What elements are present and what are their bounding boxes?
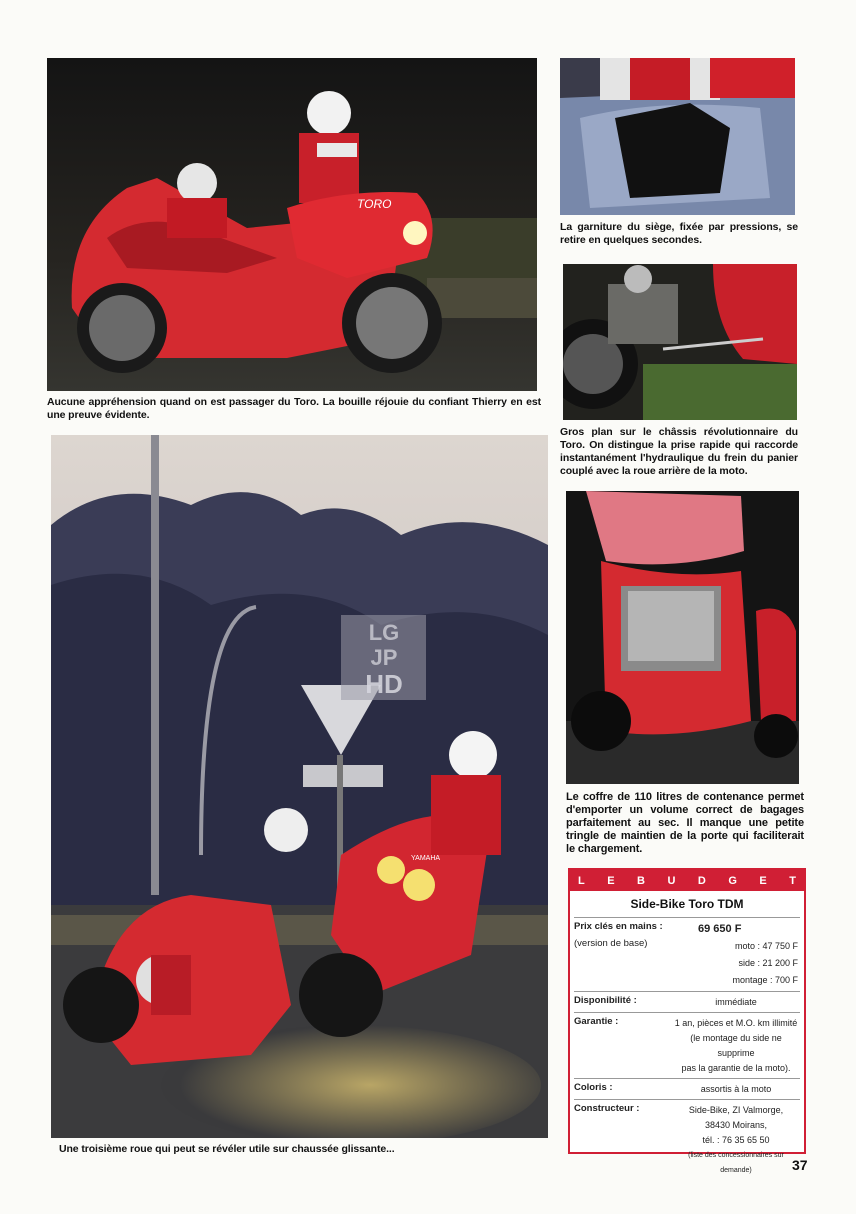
dispo-label: Disponibilité : xyxy=(574,995,637,1006)
watermark-line3: HD xyxy=(365,669,403,699)
price-sub: (version de base) xyxy=(574,938,648,949)
caption-cornering: Une troisième roue qui peut se révéler utile sur chaussée glissante... xyxy=(59,1143,395,1155)
budget-header-letter: B xyxy=(637,874,645,887)
budget-header-letter: E xyxy=(759,874,767,887)
coloris-value: assortis à la moto xyxy=(700,1084,772,1094)
caption-toro-passenger: Aucune appréhension quand on est passager du Toro. La bouille réjouie du confiant Thierry en est une preuve évidente. xyxy=(47,396,541,421)
watermark-line2: JP xyxy=(370,645,398,670)
budget-row-coloris xyxy=(574,1078,800,1099)
price-montage: montage : 700 F xyxy=(732,975,798,985)
yamaha-text: YAMAHA xyxy=(411,855,441,862)
constructeur-line: tél. : 76 35 65 50 xyxy=(702,1135,770,1145)
photo-toro-passenger xyxy=(47,58,537,391)
constructeur-label: Constructeur : xyxy=(574,1103,640,1114)
budget-header-letter: U xyxy=(667,874,676,887)
budget-header-letter: G xyxy=(728,874,737,887)
budget-header-letter: D xyxy=(697,874,706,887)
watermark-line1: LG xyxy=(368,620,400,645)
caption-trunk: Le coffre de 110 litres de contenance permet d'emporter un volume correct de bagages parfaitement au sec. Il manque une petite tringle de maintien de la porte qui faciliterait le chargement. xyxy=(566,791,804,855)
price-side: side : 21 200 F xyxy=(738,958,798,968)
price-label: Prix clés en mains : xyxy=(574,921,663,932)
garantie-line: 1 an, pièces et M.O. km illimité xyxy=(674,1018,798,1028)
page-number: 37 xyxy=(792,1157,808,1173)
caption-chassis: Gros plan sur le châssis révolutionnaire du Toro. On distingue la prise rapide qui raccorde instantanément l'hydraulique du frein du panier couplé avec la roue arrière de la moto. xyxy=(560,426,798,477)
constructeur-note: (liste des concessionnaires sur demande) xyxy=(688,1152,784,1174)
budget-row-price xyxy=(574,917,800,991)
budget-header-letter: E xyxy=(607,874,615,887)
photo-trunk xyxy=(566,491,799,784)
budget-header xyxy=(570,870,804,891)
garantie-label: Garantie : xyxy=(574,1016,619,1027)
budget-row-constructeur xyxy=(574,1099,800,1180)
garantie-line: pas la garantie de la moto). xyxy=(681,1063,791,1073)
toro-badge-text: TORO xyxy=(357,197,392,211)
budget-row-dispo xyxy=(574,991,800,1012)
photo-cornering xyxy=(51,435,548,1138)
coloris-label: Coloris : xyxy=(574,1082,613,1093)
constructeur-line: Side-Bike, ZI Valmorge, xyxy=(688,1105,784,1115)
budget-header-letter: T xyxy=(789,874,796,887)
budget-header-letter: L xyxy=(578,874,585,887)
caption-seat-cover: La garniture du siège, fixée par pressions, se retire en quelques secondes. xyxy=(560,221,798,246)
photo-seat-cover xyxy=(560,58,795,215)
budget-title: Side-Bike Toro TDM xyxy=(630,897,744,911)
garantie-line: (le montage du side ne supprime xyxy=(690,1033,782,1058)
price-moto: moto : 47 750 F xyxy=(734,941,798,951)
budget-row-garantie xyxy=(574,1012,800,1078)
photo-chassis xyxy=(563,264,797,420)
price-total: 69 650 F xyxy=(698,923,742,935)
dispo-value: immédiate xyxy=(715,997,757,1007)
constructeur-line: 38430 Moirans, xyxy=(704,1120,768,1130)
